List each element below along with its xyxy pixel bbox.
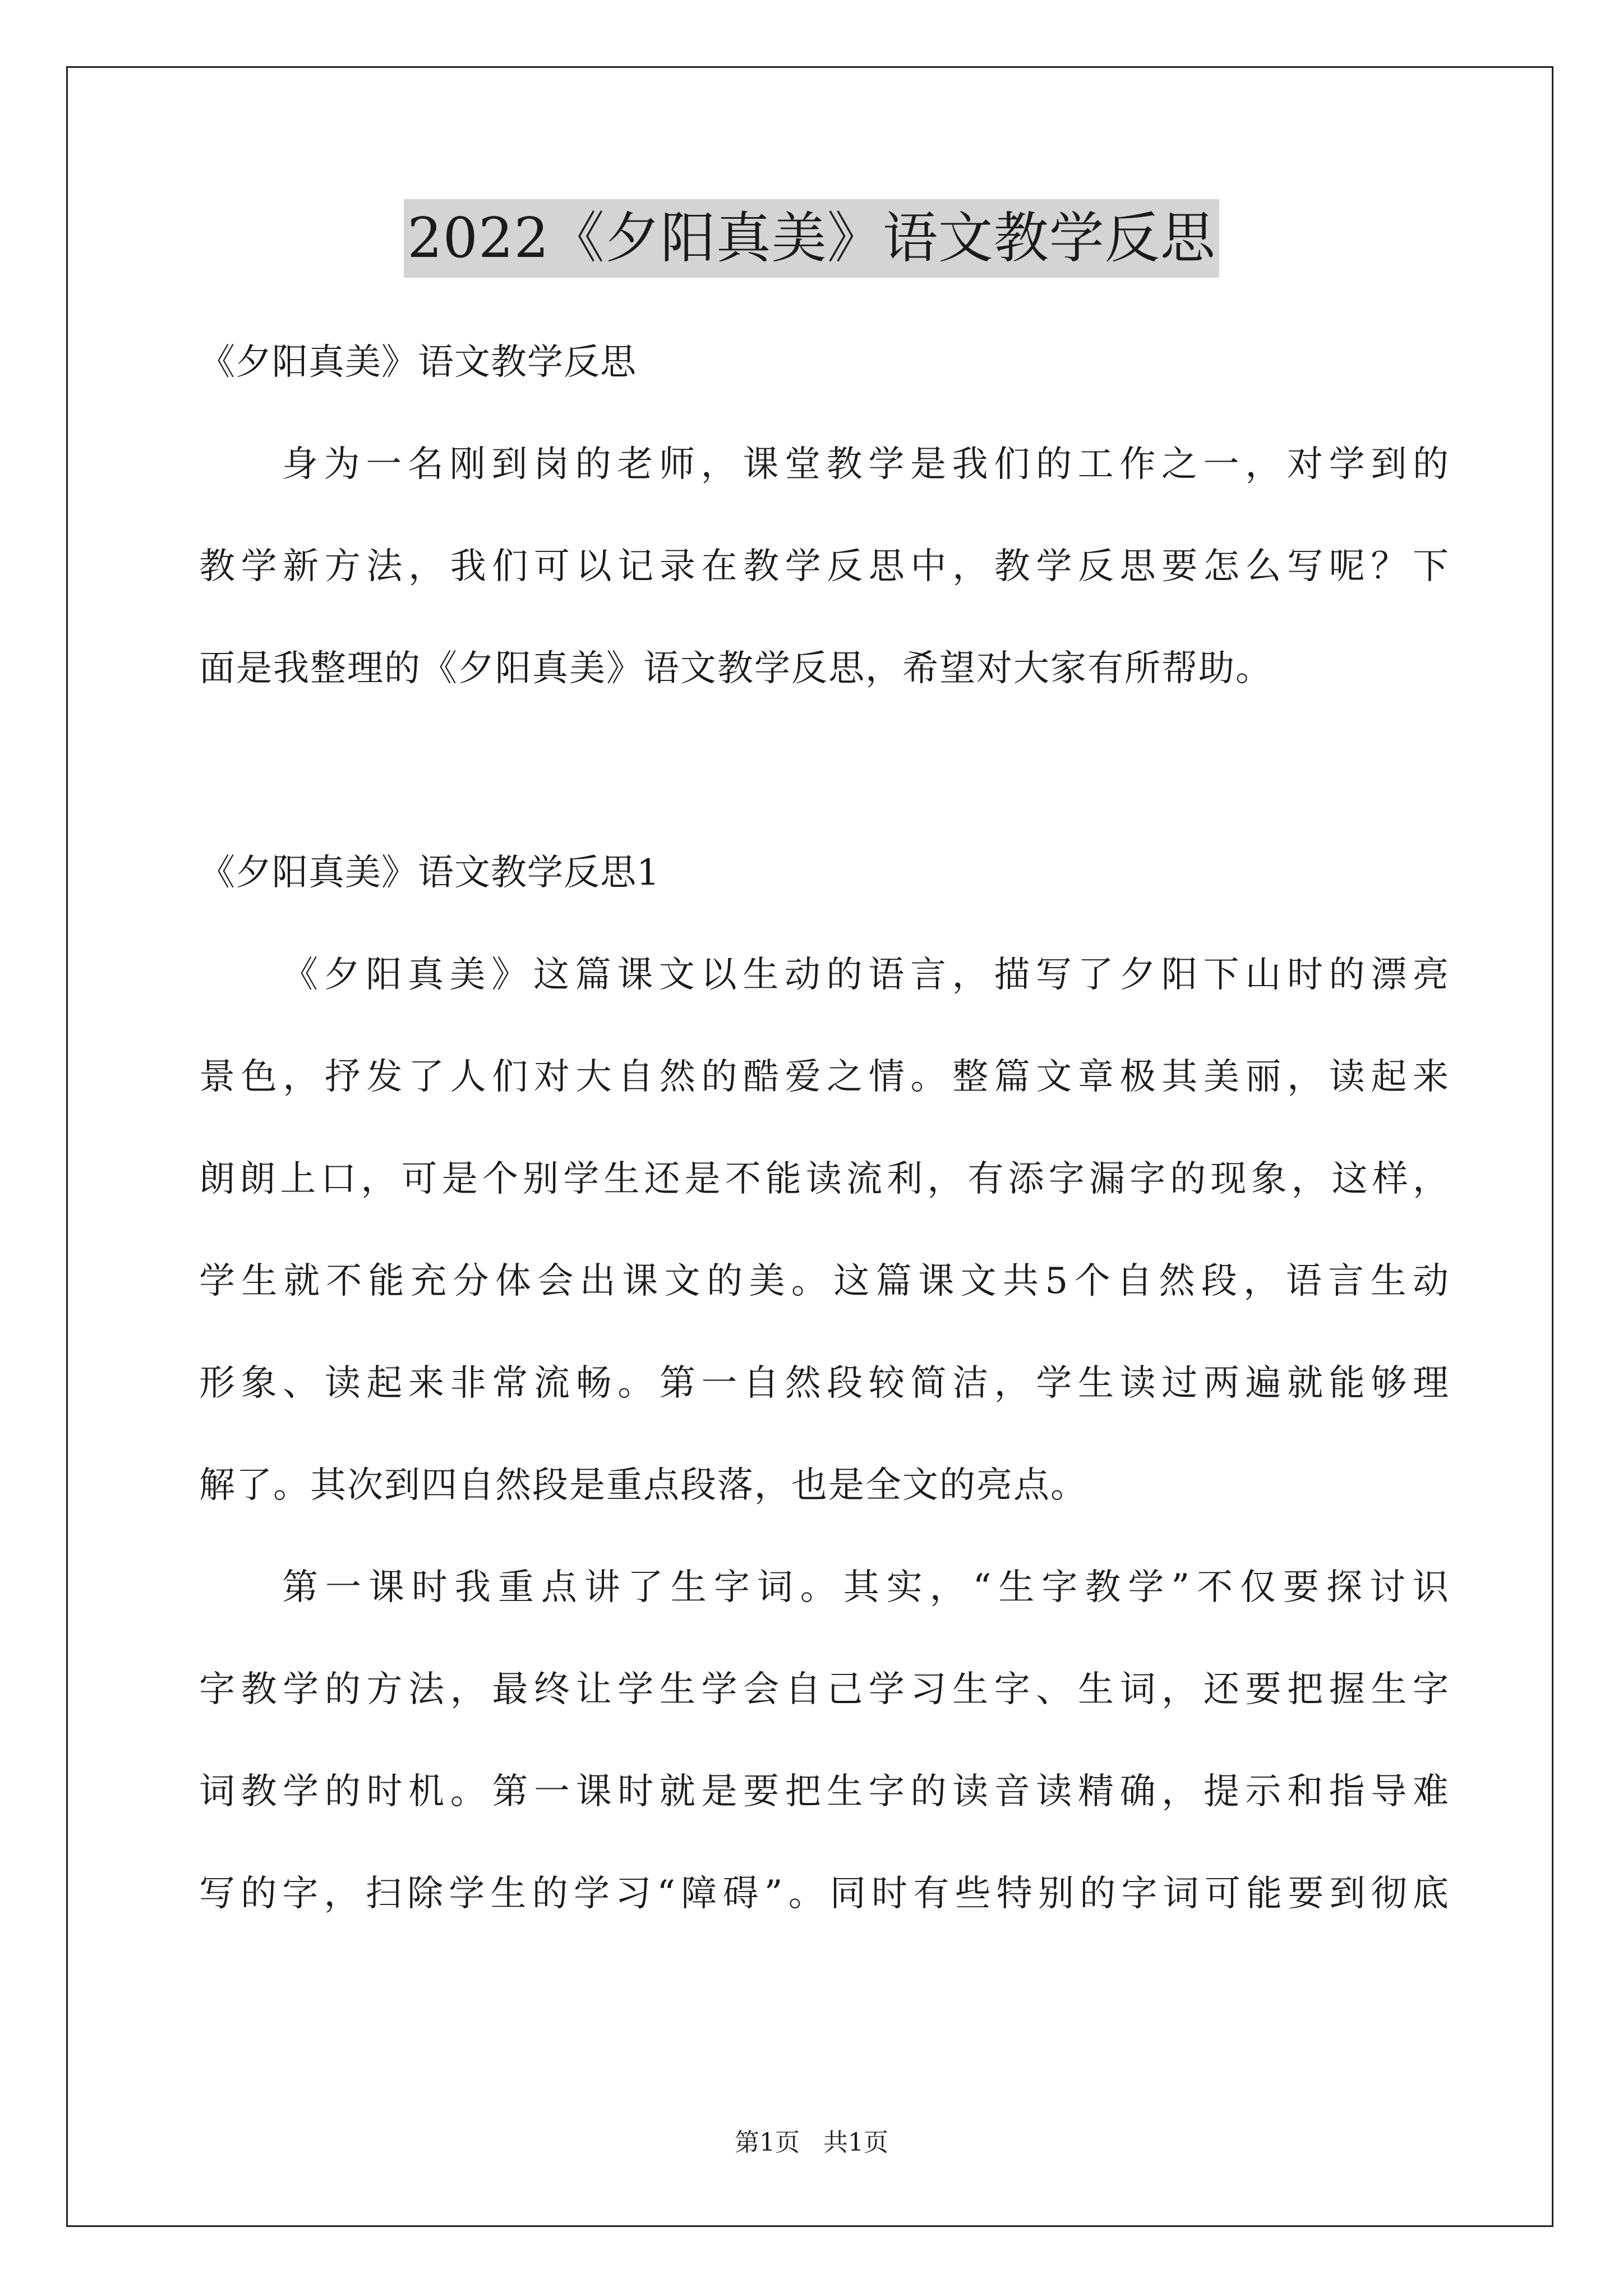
- paragraph-line: 面是我整理的《夕阳真美》语文教学反思，希望对大家有所帮助。: [199, 648, 1272, 689]
- paragraph-line: 写的字，扫除学生的学习“障碍”。同时有些特别的字词可能要到彻底: [199, 1873, 1450, 1915]
- page-footer: 第1页 共1页: [735, 2128, 888, 2157]
- paragraph-line: 形象、读起来非常流畅。第一自然段较简洁，学生读过两遍就能够理: [199, 1363, 1450, 1404]
- intro-paragraph: [199, 413, 1450, 720]
- paragraph-line: 词教学的时机。第一课时就是要把生字的读音读精确，提示和指导难: [199, 1771, 1450, 1812]
- section1-paragraph-1: [199, 924, 1450, 1536]
- paragraph-line: 学生就不能充分体会出课文的美。这篇课文共5个自然段，语言生动: [199, 1260, 1450, 1302]
- title-container: [0, 199, 1623, 278]
- paragraph-line: 解了。其次到四自然段是重点段落，也是全文的亮点。: [199, 1465, 1087, 1506]
- paragraph-line: 字教学的方法，最终让学生学会自己学习生字、生词，还要把握生字: [199, 1669, 1450, 1710]
- document-title: 2022《夕阳真美》语文教学反思: [404, 199, 1219, 278]
- paragraph-line: 朗朗上口，可是个别学生还是不能读流利，有添字漏字的现象，这样，: [199, 1158, 1450, 1200]
- subtitle-heading: 《夕阳真美》语文教学反思: [199, 342, 637, 383]
- section-heading: 《夕阳真美》语文教学反思1: [199, 852, 660, 894]
- paragraph-line: 《夕阳真美》这篇课文以生动的语言，描写了夕阳下山时的漂亮: [282, 954, 1450, 996]
- section1-paragraph-2: [199, 1536, 1450, 1945]
- document-body: [199, 311, 1450, 1945]
- paragraph-line: 身为一名刚到岗的老师，课堂教学是我们的工作之一，对学到的: [282, 444, 1450, 485]
- paragraph-line: 景色，抒发了人们对大自然的酷爱之情。整篇文章极其美丽，读起来: [199, 1056, 1450, 1098]
- paragraph-line: 第一课时我重点讲了生字词。其实，“生字教学”不仅要探讨识: [282, 1567, 1450, 1608]
- paragraph-gap: [199, 720, 1450, 822]
- paragraph-line: 教学新方法，我们可以记录在教学反思中，教学反思要怎么写呢？下: [199, 546, 1450, 587]
